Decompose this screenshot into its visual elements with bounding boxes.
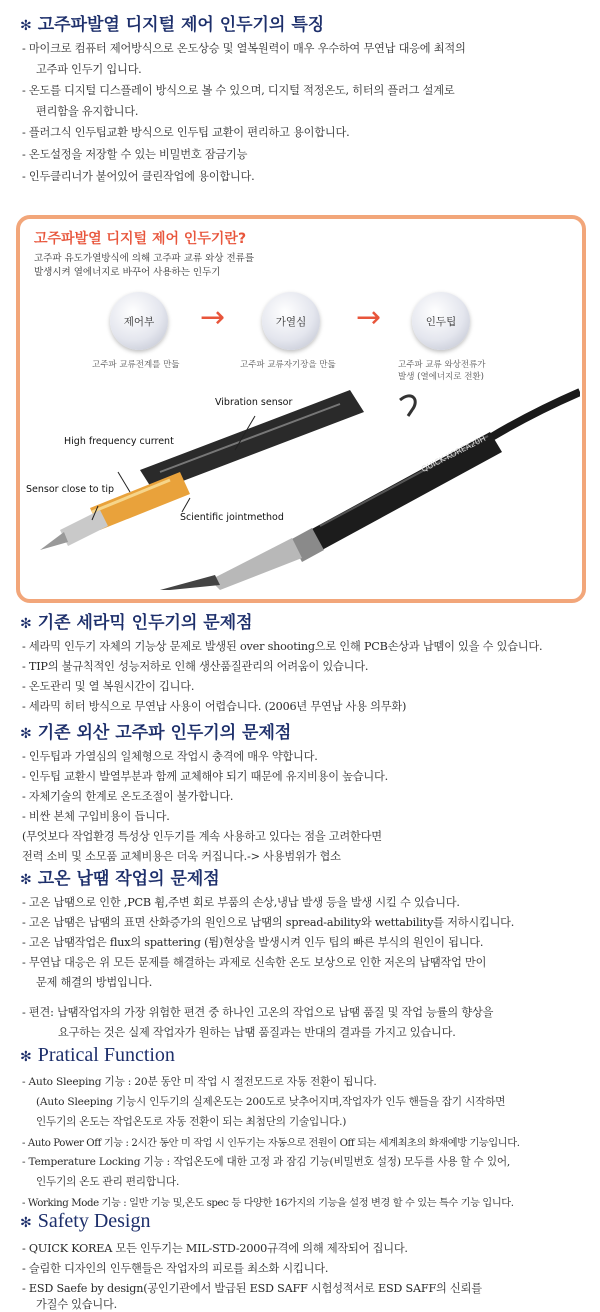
label-sensor-tip: Sensor close to tip [26, 484, 115, 495]
box-desc: 고주파 유도가열방식에 의해 고주파 교류 와상 전류를 [34, 253, 255, 264]
function-line: - Temperature Locking 기능 : 작업온도에 대한 고정 과 잠김 기능(비밀번호 설정) 모두를 사용 할 수 있어, [22, 1156, 511, 1168]
function-line: 인두기의 온도는 작업온도로 자동 전환이 되는 최첨단의 기술입니다.) [36, 1116, 347, 1128]
asterisk-icon: ✻ [20, 616, 32, 632]
issue-line: - 인두팁 교환시 발열부분과 함께 교체해야 되기 때문에 유지비용이 높습니다. [22, 770, 388, 783]
heading-foreign [20, 718, 291, 743]
heading-text: 기존 외산 고주파 인두기의 문제점 [37, 723, 292, 743]
feature-line: - 온도를 디지털 디스플레이 방식으로 볼 수 있으며, 디지털 적정온도, 히터의 플러그 설계로 [22, 84, 455, 97]
issue-line: - 인두팁과 가열심의 일체형으로 작업시 충격에 매우 약합니다. [22, 750, 318, 763]
issue-line: - TIP의 불규칙적인 성능저하로 인해 생산품질관리의 어려움이 있습니다. [22, 660, 369, 673]
function-line: 인두기의 온도 관리 편리합니다. [36, 1176, 180, 1188]
label-joint-method: Scientific jointmethod [180, 512, 284, 523]
safety-line: - QUICK KOREA 모든 인두기는 MIL-STD-2000규격에 의해 제작되어 집니다. [22, 1242, 408, 1255]
heading-safety [20, 1210, 151, 1233]
issue-line: - 비싼 본체 구입비용이 듭니다. [22, 810, 170, 823]
step-caption: 고주파 교류자기장을 만듦 [240, 360, 336, 370]
step-heater-circle [262, 292, 320, 350]
handle-brand-text: QUICK-KOREA20H [420, 433, 488, 475]
box-desc: 발생시켜 열에너지로 바꾸어 사용하는 인두기 [34, 267, 221, 278]
issue-line: - 고온 납땜으로 인한 ,PCB 휨,주변 회로 부품의 손상,냉납 발생 등을 발생 시킬 수 있습니다. [22, 896, 460, 909]
heading-text: Safety Design [37, 1210, 151, 1232]
issue-line: - 고온 납땜작업은 flux의 spattering (튐)현상을 발생시켜 인두 팁의 빠른 부식의 원인이 됩니다. [22, 936, 484, 949]
arrow-right-icon: → [356, 300, 382, 335]
step-caption: 발생 (열에너지로 전환) [398, 372, 484, 382]
asterisk-icon: ✻ [20, 18, 32, 34]
safety-line: 가질수 있습니다. [36, 1298, 117, 1311]
feature-line: 편리함을 유지합니다. [36, 105, 139, 118]
issue-line: 요구하는 것은 실제 작업자가 원하는 납땜 품질과는 반대의 결과를 가지고 있습니다. [58, 1026, 456, 1039]
step-caption: 고주파 교류전계를 만듦 [92, 360, 180, 370]
issue-line: - 세라믹 인두기 자체의 기능상 문제로 발생된 over shooting으로 인해 PCB손상과 납뗌이 있을 수 있습니다. [22, 640, 543, 653]
feature-line: - 온도설정을 저장할 수 있는 비밀번호 잠금기능 [22, 148, 248, 161]
step-label: 제어부 [123, 315, 155, 328]
safety-line: - 슬림한 디자인의 인두핸들은 작업자의 피로를 최소화 시킵니다. [22, 1262, 329, 1275]
issue-line: - 온도관리 및 열 복원시간이 깁니다. [22, 680, 195, 693]
function-line: - Working Mode 기능 : 일반 기능 및,온도 spec 등 다양한 16가지의 기능을 설정 변경 할 수 있는 특수 기능 입니다. [22, 1198, 514, 1209]
feature-line: - 마이크로 컴퓨터 제어방식으로 온도상승 및 열복원력이 매우 우수하여 무연납 대응에 최적의 [22, 42, 466, 55]
heading-features [20, 10, 324, 35]
issue-line: - 고온 납땜은 납땜의 표면 산화증가의 원인으로 납땜의 spread-ability와 wettability를 저하시킵니다. [22, 916, 515, 929]
asterisk-icon: ✻ [20, 872, 32, 888]
heading-text: Pratical Function [37, 1044, 175, 1066]
safety-line: - ESD Saefe by design(공인기관에서 발급된 ESD SAFF 시험성적서로 ESD SAFF의 신뢰를 [22, 1282, 482, 1295]
heading-text: 고온 납땜 작업의 문제점 [37, 869, 220, 889]
step-tip-circle [412, 292, 470, 350]
heading-text: 기존 세라믹 인두기의 문제점 [37, 613, 253, 633]
issue-line: - 세라믹 히터 방식으로 무연납 사용이 어렵습니다. (2006년 무연납 사용 의무화) [22, 700, 407, 713]
step-label: 인두팁 [425, 315, 457, 328]
step-caption: 고주파 교류 와상전류가 [398, 360, 486, 370]
issue-line: - 편견: 납땜작업자의 가장 위험한 편견 중 하나인 고온의 작업으로 납땜 품질 및 작업 능률의 향상을 [22, 1006, 494, 1019]
feature-line: 고주파 인두기 입니다. [36, 63, 142, 76]
box-title: 고주파발열 디지털 제어 인두기란? [34, 231, 247, 247]
issue-line: 전력 소비 및 소모품 교체비용은 더욱 커집니다.-> 사용범위가 협소 [22, 850, 341, 863]
feature-line: - 인두클리너가 붙어있어 클린작업에 용이합니다. [22, 170, 255, 183]
heading-practical [20, 1044, 175, 1067]
label-high-frequency: High frequency current [64, 436, 174, 447]
issue-line: - 무연납 대응은 위 모든 문제를 해결하는 과제로 신속한 온도 보상으로 인한 저온의 납땜작업 만이 [22, 956, 487, 969]
asterisk-icon: ✻ [20, 1216, 32, 1231]
function-line: - Auto Power Off 기능 : 2시간 동안 미 작업 시 인두기는 자동으로 전원이 Off 되는 세계최초의 화재예방 기능입니다. [22, 1138, 520, 1149]
asterisk-icon: ✻ [20, 726, 32, 742]
label-vibration-sensor: Vibration sensor [215, 397, 293, 408]
issue-line: 문제 해결의 방법입니다. [36, 976, 153, 989]
arrow-right-icon: → [200, 300, 226, 335]
function-line: (Auto Sleeping 기능시 인두기의 실제온도는 200도로 낮추어지며,작업자가 인두 핸들을 잡기 시작하면 [36, 1096, 506, 1108]
issue-line: - 자체기술의 한계로 온도조절이 불가합니다. [22, 790, 234, 803]
feature-line: - 플러그식 인두팁교환 방식으로 인두팁 교환이 편리하고 용이합니다. [22, 126, 350, 139]
asterisk-icon: ✻ [20, 1050, 32, 1065]
step-control-circle [110, 292, 168, 350]
function-line: - Auto Sleeping 기능 : 20분 동안 미 작업 시 절전모드로 자동 전환이 됩니다. [22, 1076, 377, 1088]
issue-line: (무엇보다 작업환경 특성상 인두기를 계속 사용하고 있다는 점을 고려한다면 [22, 830, 382, 843]
heading-ceramic [20, 608, 253, 633]
heading-text: 고주파발열 디지털 제어 인두기의 특징 [37, 15, 325, 35]
step-label: 가열심 [275, 315, 307, 328]
heading-high-temp [20, 864, 220, 889]
